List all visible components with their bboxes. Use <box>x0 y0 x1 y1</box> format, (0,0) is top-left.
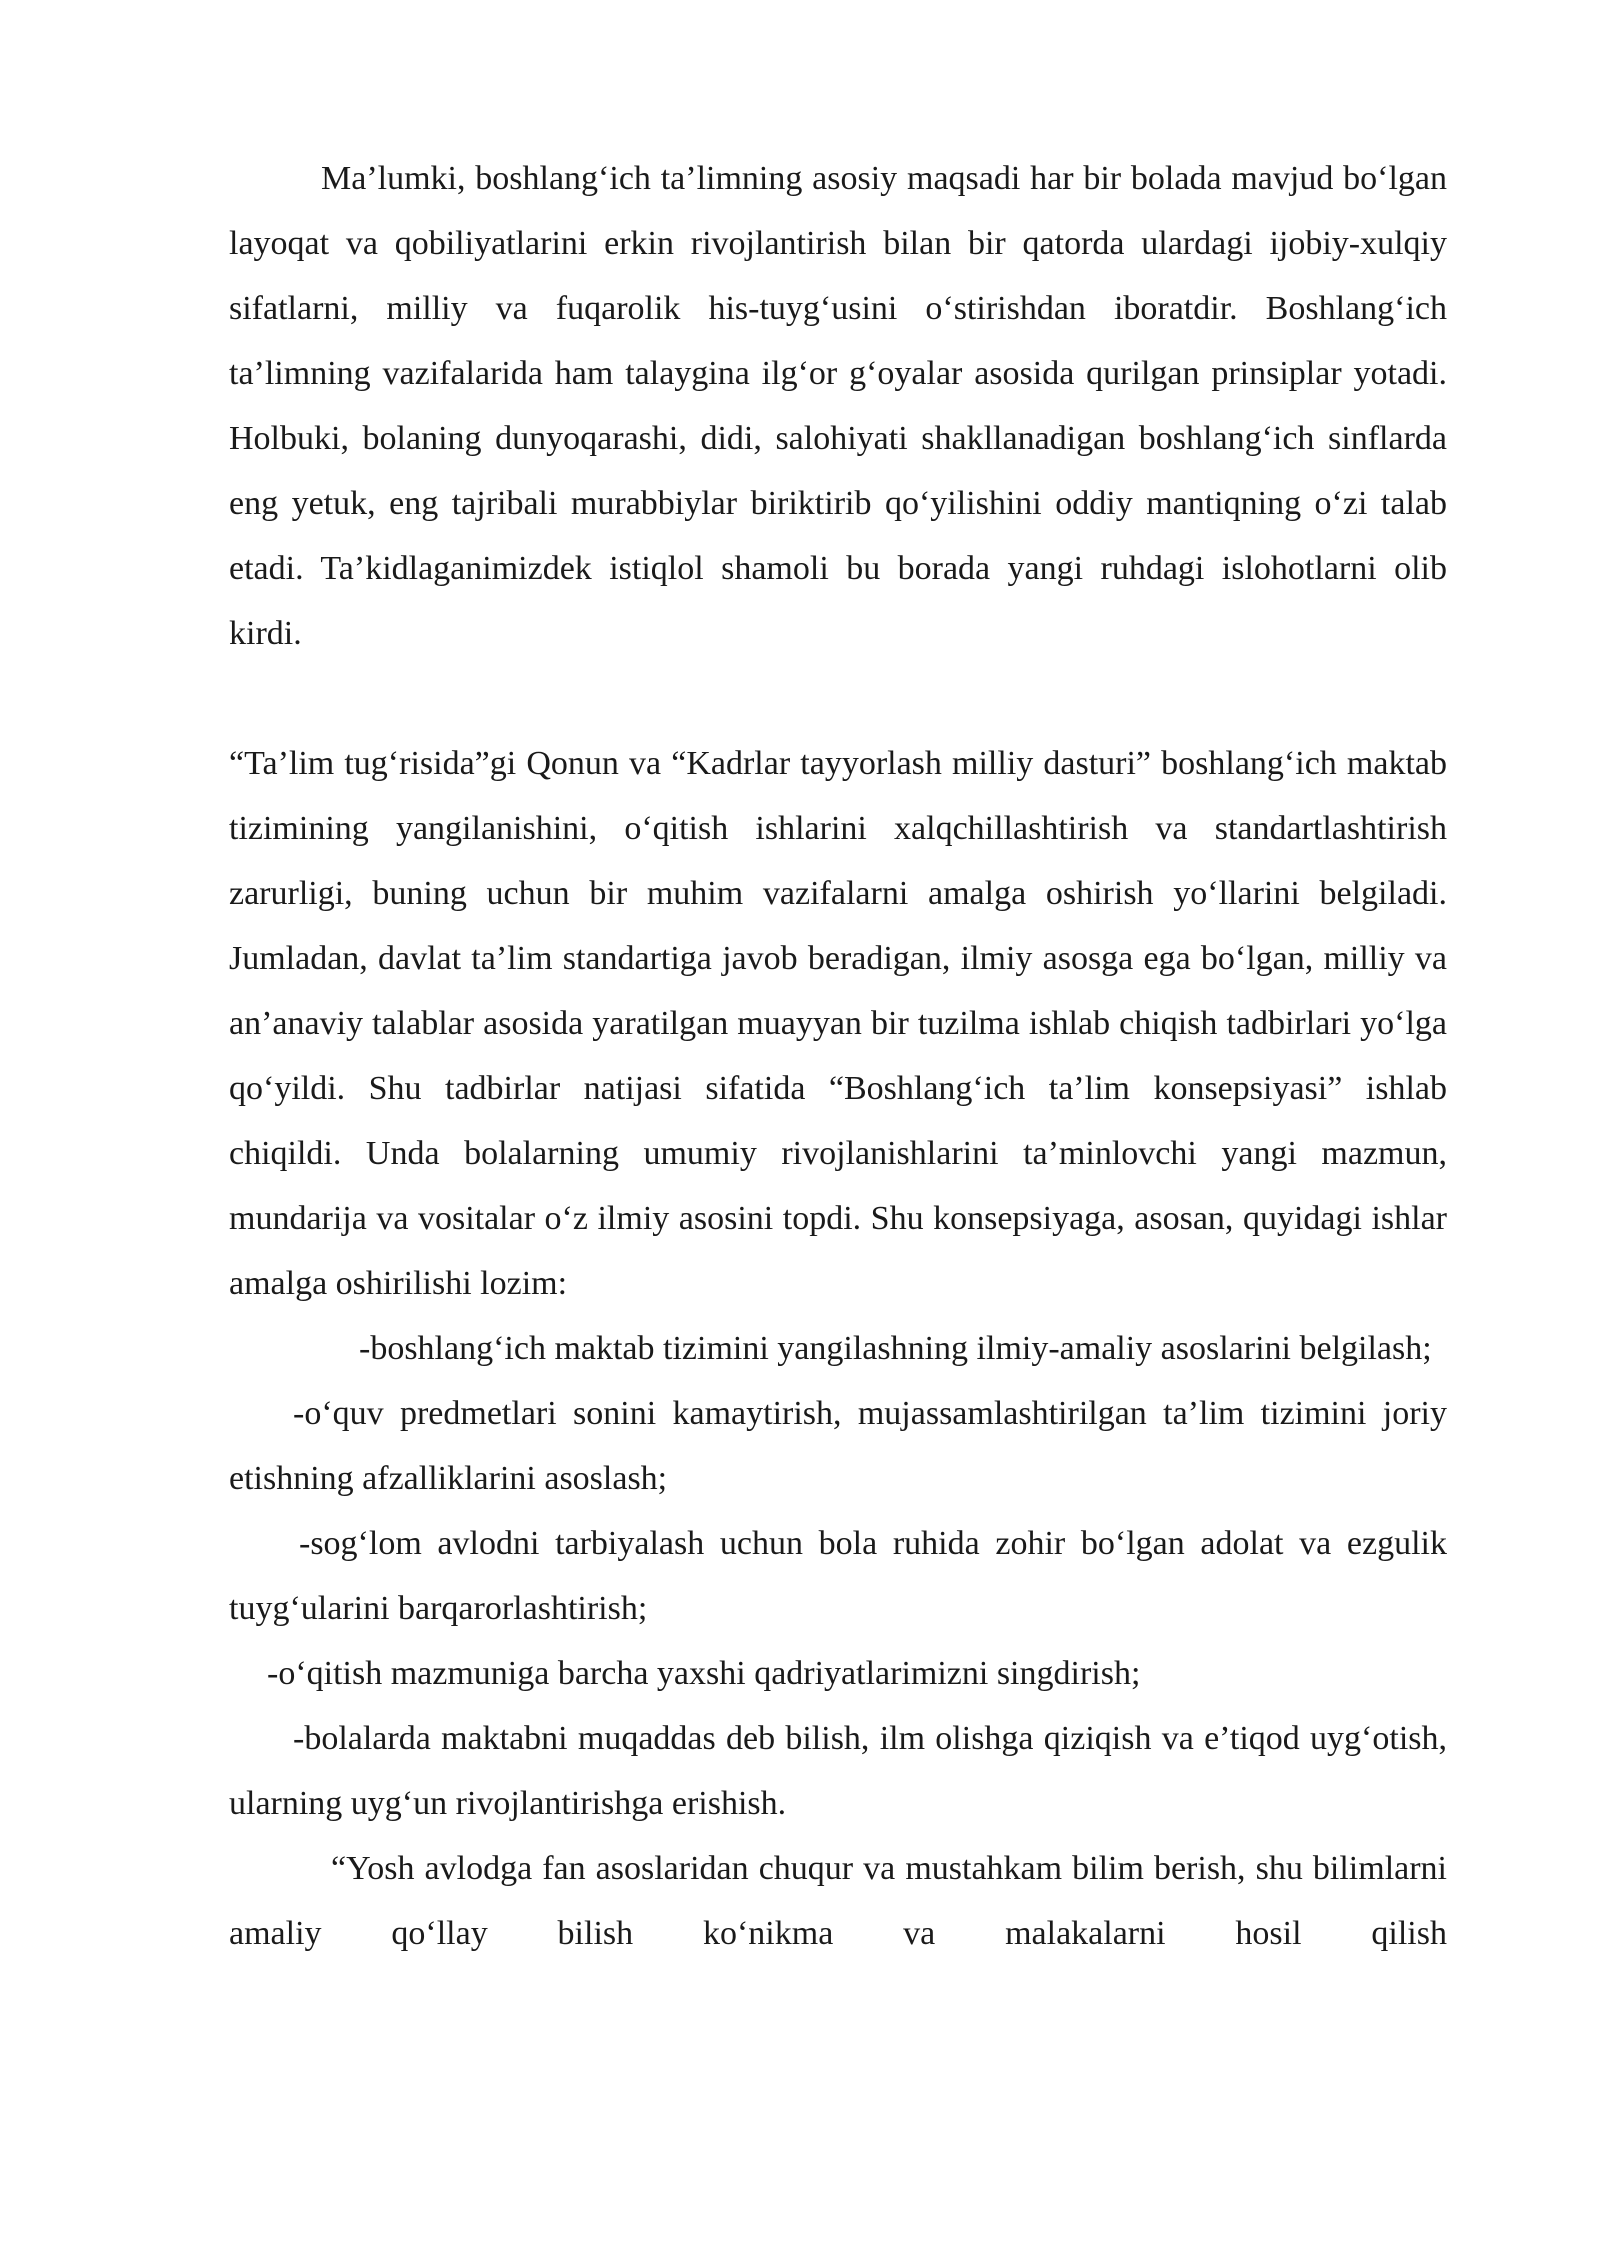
list-item: -o‘quv predmetlari sonini kamaytirish, mujassamlashtirilgan ta’lim tizimini joriy etishning afzalliklarini asoslash; <box>229 1395 1447 1497</box>
list-item: -o‘qitish mazmuniga barcha yaxshi qadriyatlarimizni singdirish; <box>267 1655 1141 1692</box>
list-item: -bolalarda maktabni muqaddas deb bilish, ilm olishga qiziqish va e’tiqod uyg‘otish, ularning uyg‘un rivojlantirishga erishish. <box>229 1720 1447 1822</box>
paragraph-law-and-concept: “Ta’lim tug‘risida”gi Qonun va “Kadrlar tayyorlash milliy dasturi” boshlang‘ich maktab tizimining yangilanishini, o‘qitish ishlarini xalqchillashtirish va standartlashtirish zarurligi, buning uchun bir muhim vazifalarni amalga oshirish yo‘llarini belgiladi. Jumladan, davlat ta’lim standartiga javob beradigan, ilmiy asosga ega bo‘lgan, milliy va an’anaviy talablar asosida yaratilgan muayyan bir tuzilma ishlab chiqish tadbirlari yo‘lga qo‘yildi. Shu tadbirlar natijasi sifatida “Boshlang‘ich ta’lim konsepsiyasi” ishlab chiqildi. Unda bolalarning umumiy rivojlanishlarini ta’minlovchi yangi mazmun, mundarija va vositalar o‘z ilmiy asosini topdi. Shu konsepsiyaga, asosan, quyidagi ishlar amalga oshirilishi lozim: <box>229 745 1447 1302</box>
document-body <box>229 146 1447 1966</box>
list-item: -boshlang‘ich maktab tizimini yangilashning ilmiy-amaliy asoslarini belgilash; <box>359 1330 1432 1367</box>
list-item: -sog‘lom avlodni tarbiyalash uchun bola ruhida zohir bo‘lgan adolat va ezgulik tuyg‘ularini barqarorlashtirish; <box>229 1525 1447 1627</box>
paragraph-closing: “Yosh avlodga fan asoslaridan chuqur va mustahkam bilim berish, shu bilimlarni amaliy qo‘llay bilish ko‘nikma va malakalarni hosil qilish <box>229 1850 1447 1952</box>
paragraph-intro: Ma’lumki, boshlang‘ich ta’limning asosiy maqsadi har bir bolada mavjud bo‘lgan layoqat va qobiliyatlarini erkin rivojlantirish bilan bir qatorda ulardagi ijobiy-xulqiy sifatlarni, milliy va fuqarolik his-tuyg‘usini o‘stirishdan iboratdir. Boshlang‘ich ta’limning vazifalarida ham talaygina ilg‘or g‘oyalar asosida qurilgan prinsiplar yotadi. Holbuki, bolaning dunyoqarashi, didi, salohiyati shakllanadigan boshlang‘ich sinflarda eng yetuk, eng tajribali murabbiylar biriktirib qo‘yilishini oddiy mantiqning o‘zi talab etadi. Ta’kidlaganimizdek istiqlol shamoli bu borada yangi ruhdagi islohotlarni olib kirdi. <box>229 160 1447 652</box>
